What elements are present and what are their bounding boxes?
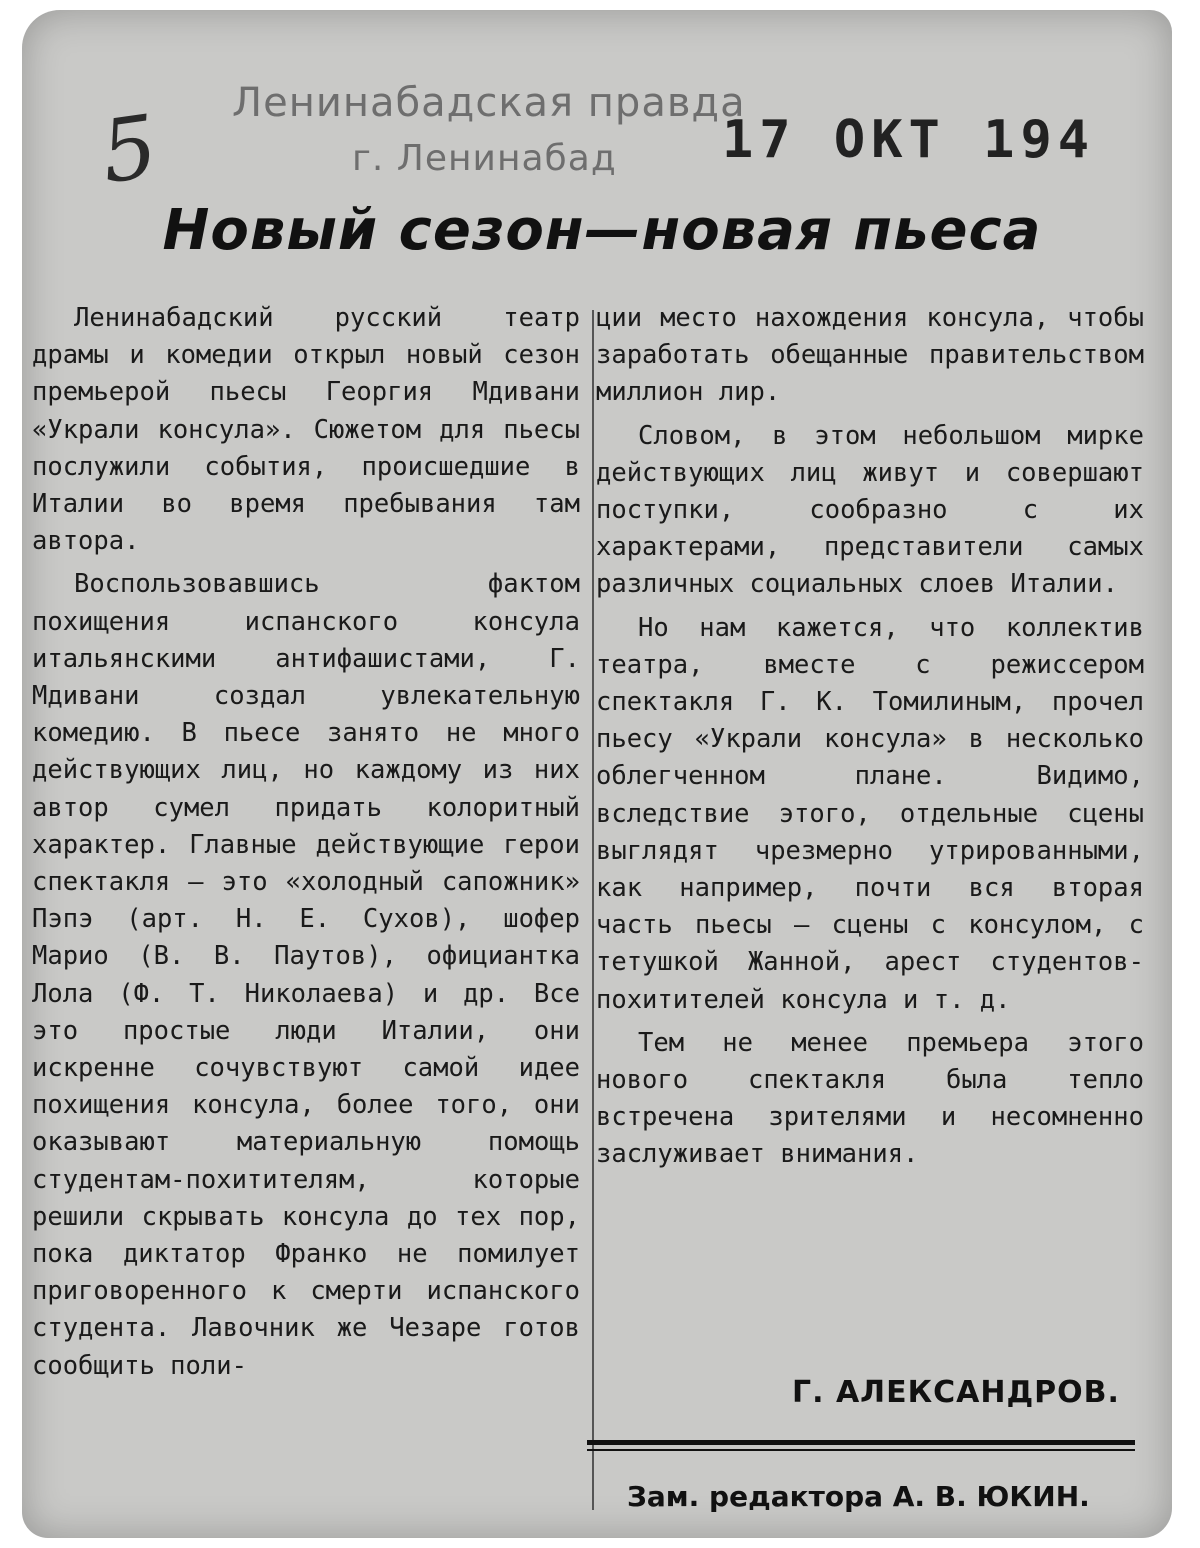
article-right-column bbox=[596, 300, 1144, 1180]
city-stamp: г. Ленинабад bbox=[352, 138, 617, 179]
date-stamp: 17 ОКТ 194 bbox=[722, 110, 1096, 170]
newspaper-name-stamp: Ленинабадская правда bbox=[232, 80, 746, 126]
article-headline: Новый сезон—новая пьеса bbox=[162, 198, 1042, 263]
author-signature: Г. АЛЕКСАНДРОВ. bbox=[792, 1375, 1120, 1410]
editor-credit: Зам. редактора А. В. ЮКИН. bbox=[627, 1480, 1090, 1513]
paragraph: Ленинабадский русский театр драмы и комедии открыл новый сезон премьерой пьесы Георгия Мдивани «Украли консула». Сюжетом для пьесы послужили события, происшедшие в Италии во время пребывания там автора. bbox=[32, 303, 580, 557]
handwritten-page-number: 5 bbox=[95, 96, 164, 204]
paragraph: Воспользовавшись фактом похищения испанского консула итальянскими антифашистами, Г. Мдивани создал увлекательную комедию. В пьесе занято не много действующих лиц, но каждому из них автор сумел придать колоритный характер. Главные действующие герои спектакля — это «холодный сапожник» Пэпэ (арт. Н. Е. Сухов), шофер Марио (В. В. Паутов), официантка Лола (Ф. Т. Николаева) и др. Все это простые люди Италии, они искренне сочувствуют самой идее похищения консула, более того, они оказывают материальную помощь студентам-похитителям, которые решили скрывать консула до тех пор, пока диктатор Франко не помилует приговоренного к смерти испанского студента. Лавочник же Чезаре готов сообщить поли- bbox=[32, 569, 580, 1381]
column-divider bbox=[592, 310, 594, 1510]
newspaper-clipping bbox=[22, 10, 1172, 1538]
footer-rule bbox=[587, 1440, 1135, 1445]
paragraph-continuation: ции место нахождения консула, чтобы заработать обещанные правительством миллион лир. bbox=[596, 303, 1144, 408]
paragraph: Словом, в этом небольшом мирке действующих лиц живут и совершают поступки, сообразно с их характерами, представители самых различных социальных слоев Италии. bbox=[596, 420, 1144, 600]
paragraph: Но нам кажется, что коллектив театра, вместе с режиссером спектакля Г. К. Томилиным, прочел пьесу «Украли консула» в несколько облегченном плане. Видимо, вследствие этого, отдельные сцены выглядят чрезмерно утрированными, как например, почти вся вторая часть пьесы — сцены с консулом, с тетушкой Жанной, арест студентов-похитителей консула и т. д. bbox=[596, 612, 1144, 1015]
footer-rule-thin bbox=[587, 1449, 1135, 1451]
article-left-column bbox=[32, 300, 580, 1391]
paragraph: Тем не менее премьера этого нового спектакля была тепло встречена зрителями и несомненно заслуживает внимания. bbox=[596, 1027, 1144, 1170]
